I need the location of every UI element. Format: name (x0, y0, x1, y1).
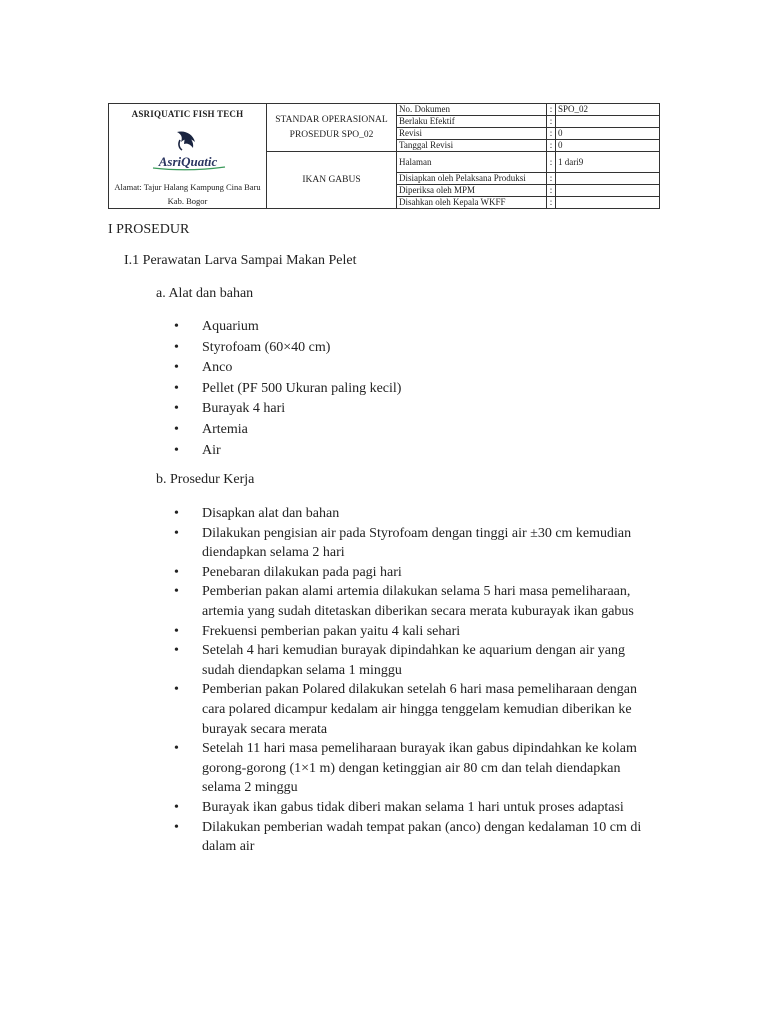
list-item: • Air (174, 441, 644, 462)
list-item: • Anco (174, 358, 644, 379)
list-item: • Pemberian pakan alami artemia dilakukan selama 5 hari masa pemeliharaan, artemia yang sudah ditetaskan diberikan secara merata kuburayak ikan gabus (174, 582, 644, 621)
tools-heading: a. Alat dan bahan (156, 286, 254, 301)
meta-value: 1 dari9 (556, 152, 660, 173)
meta-label: No. Dokumen (397, 104, 547, 116)
meta-value (556, 116, 660, 128)
document-header-table (108, 103, 660, 209)
list-item: • Pellet (PF 500 Ukuran paling kecil) (174, 379, 644, 400)
list-item: • Burayak ikan gabus tidak diberi makan selama 1 hari untuk proses adaptasi (174, 798, 644, 818)
meta-value: 0 (556, 140, 660, 152)
list-item: • Pemberian pakan Polared dilakukan setelah 6 hari masa pemeliharaan dengan cara polared dicampur kedalam air hingga tenggelam kemudian diberikan ke burayak secara merata (174, 680, 644, 739)
meta-colon: : (547, 104, 556, 116)
document-subject: IKAN GABUS (267, 152, 397, 209)
meta-colon: : (547, 185, 556, 197)
meta-value (556, 173, 660, 185)
list-item: • Disapkan alat dan bahan (174, 504, 644, 524)
list-item: • Setelah 4 hari kemudian burayak dipindahkan ke aquarium dengan air yang sudah diendapkan selama 1 minggu (174, 641, 644, 680)
logo-text: AsriQuatic (158, 154, 217, 169)
company-logo (133, 128, 243, 172)
meta-label: Revisi (397, 128, 547, 140)
company-address: Alamat: Tajur Halang Kampung Cina Baru Kab. Bogor (114, 182, 261, 206)
list-item: • Dilakukan pengisian air pada Styrofoam dengan tinggi air ±30 cm kemudian diendapkan selama 2 hari (174, 524, 644, 563)
list-item: • Setelah 11 hari masa pemeliharaan burayak ikan gabus dipindahkan ke kolam gorong-gorong (1×1 m) dengan ketinggian air 80 cm dan telah diendapkan selama 2 minggu (174, 739, 644, 798)
subsection-heading: I.1 Perawatan Larva Sampai Makan Pelet (124, 253, 357, 268)
meta-colon: : (547, 173, 556, 185)
section-heading: I PROSEDUR (108, 222, 190, 237)
fish-logo-icon (133, 128, 243, 172)
meta-colon: : (547, 197, 556, 209)
meta-label: Disiapkan oleh Pelaksana Produksi (397, 173, 547, 185)
meta-colon: : (547, 116, 556, 128)
list-item: • Dilakukan pemberian wadah tempat pakan (anco) dengan kedalaman 10 cm di dalam air (174, 818, 644, 857)
list-item: • Styrofoam (60×40 cm) (174, 338, 644, 359)
meta-colon: : (547, 140, 556, 152)
list-item: • Aquarium (174, 317, 644, 338)
meta-label: Halaman (397, 152, 547, 173)
list-item: • Burayak 4 hari (174, 399, 644, 420)
meta-label: Tanggal Revisi (397, 140, 547, 152)
meta-label: Disahkan oleh Kepala WKFF (397, 197, 547, 209)
steps-heading: b. Prosedur Kerja (156, 472, 255, 487)
meta-colon: : (547, 152, 556, 173)
meta-value: SPO_02 (556, 104, 660, 116)
tools-list (174, 317, 644, 461)
company-cell (109, 104, 267, 209)
meta-colon: : (547, 128, 556, 140)
list-item: • Frekuensi pemberian pakan yaitu 4 kali sehari (174, 622, 644, 642)
meta-value (556, 185, 660, 197)
meta-label: Berlaku Efektif (397, 116, 547, 128)
list-item: • Artemia (174, 420, 644, 441)
meta-label: Diperiksa oleh MPM (397, 185, 547, 197)
meta-value (556, 197, 660, 209)
document-title: STANDAR OPERASIONAL PROSEDUR SPO_02 (267, 104, 397, 152)
meta-value: 0 (556, 128, 660, 140)
steps-list (174, 504, 644, 857)
company-name: ASRIQUATIC FISH TECH (131, 109, 244, 119)
list-item: • Penebaran dilakukan pada pagi hari (174, 563, 644, 583)
